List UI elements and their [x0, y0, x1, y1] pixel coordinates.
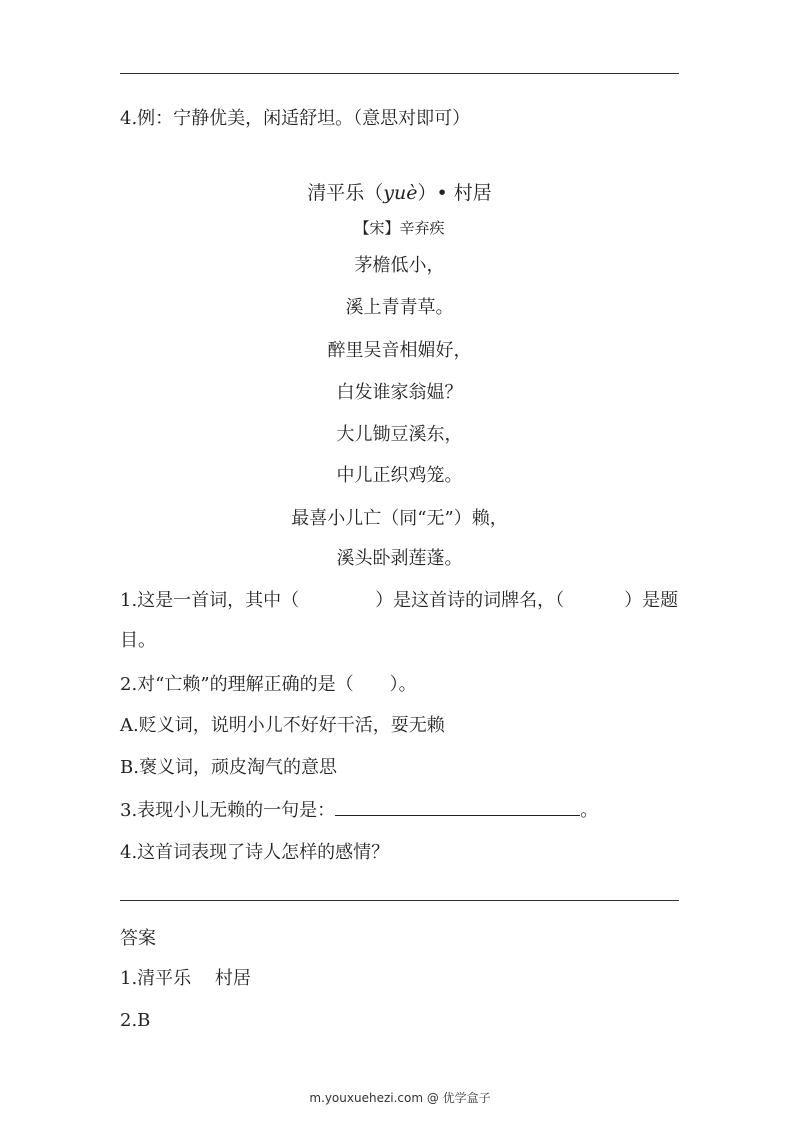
poem-line: 最喜小儿亡（同“无”）赖， — [291, 508, 508, 529]
poem-title-suffix: ）• 村居 — [417, 182, 492, 204]
poem-title — [120, 180, 679, 206]
previous-answer-4: 4.例：宁静优美，闲适舒坦。（意思对即可） — [120, 108, 471, 129]
poem-line: 溪上青青草。 — [345, 297, 454, 318]
poem-line: 白发谁家翁媪？ — [336, 382, 463, 403]
poem-line: 茅檐低小， — [354, 255, 445, 276]
answers-heading: 答案 — [120, 928, 156, 949]
poem-title-pinyin: yuè — [383, 182, 418, 204]
answer-1: 1.清平乐 村居 — [120, 968, 251, 989]
poem-author: 【宋】辛弃疾 — [354, 219, 445, 237]
question-4: 4.这首词表现了诗人怎样的感情？ — [120, 842, 390, 863]
question-3 — [120, 797, 598, 824]
question-1-continued: 目。 — [120, 630, 156, 651]
answer-2: 2.B — [120, 1010, 151, 1031]
poem-title-prefix: 清平乐（ — [307, 182, 384, 204]
top-divider — [120, 73, 679, 74]
poem-line: 醉里吴音相媚好， — [327, 340, 472, 361]
poem-line: 中儿正织鸡笼。 — [336, 465, 463, 486]
question-2: 2.对“亡赖”的理解正确的是（ ）。 — [120, 674, 417, 695]
question-3-suffix: 。 — [580, 800, 599, 821]
option-b: B.褒义词，顽皮淘气的意思 — [120, 757, 337, 778]
question-1-part2: ）是这首诗的词牌名，（ — [375, 590, 565, 611]
question-1-part1: 1.这是一首词，其中（ — [120, 590, 300, 611]
option-a: A.贬义词，说明小儿不好好干活，耍无赖 — [120, 715, 445, 736]
answer-underline[interactable] — [335, 797, 580, 816]
question-1 — [120, 588, 678, 614]
poem-line: 溪头卧剥莲蓬。 — [336, 548, 463, 569]
question-1-part3: ）是题 — [624, 590, 679, 611]
site-footer: m.youxuehezi.com @ 优学盒子 — [309, 1091, 491, 1105]
poem-line: 大儿锄豆溪东， — [336, 424, 463, 445]
answers-divider — [120, 900, 679, 901]
question-3-prefix: 3.表现小儿无赖的一句是： — [120, 800, 336, 821]
